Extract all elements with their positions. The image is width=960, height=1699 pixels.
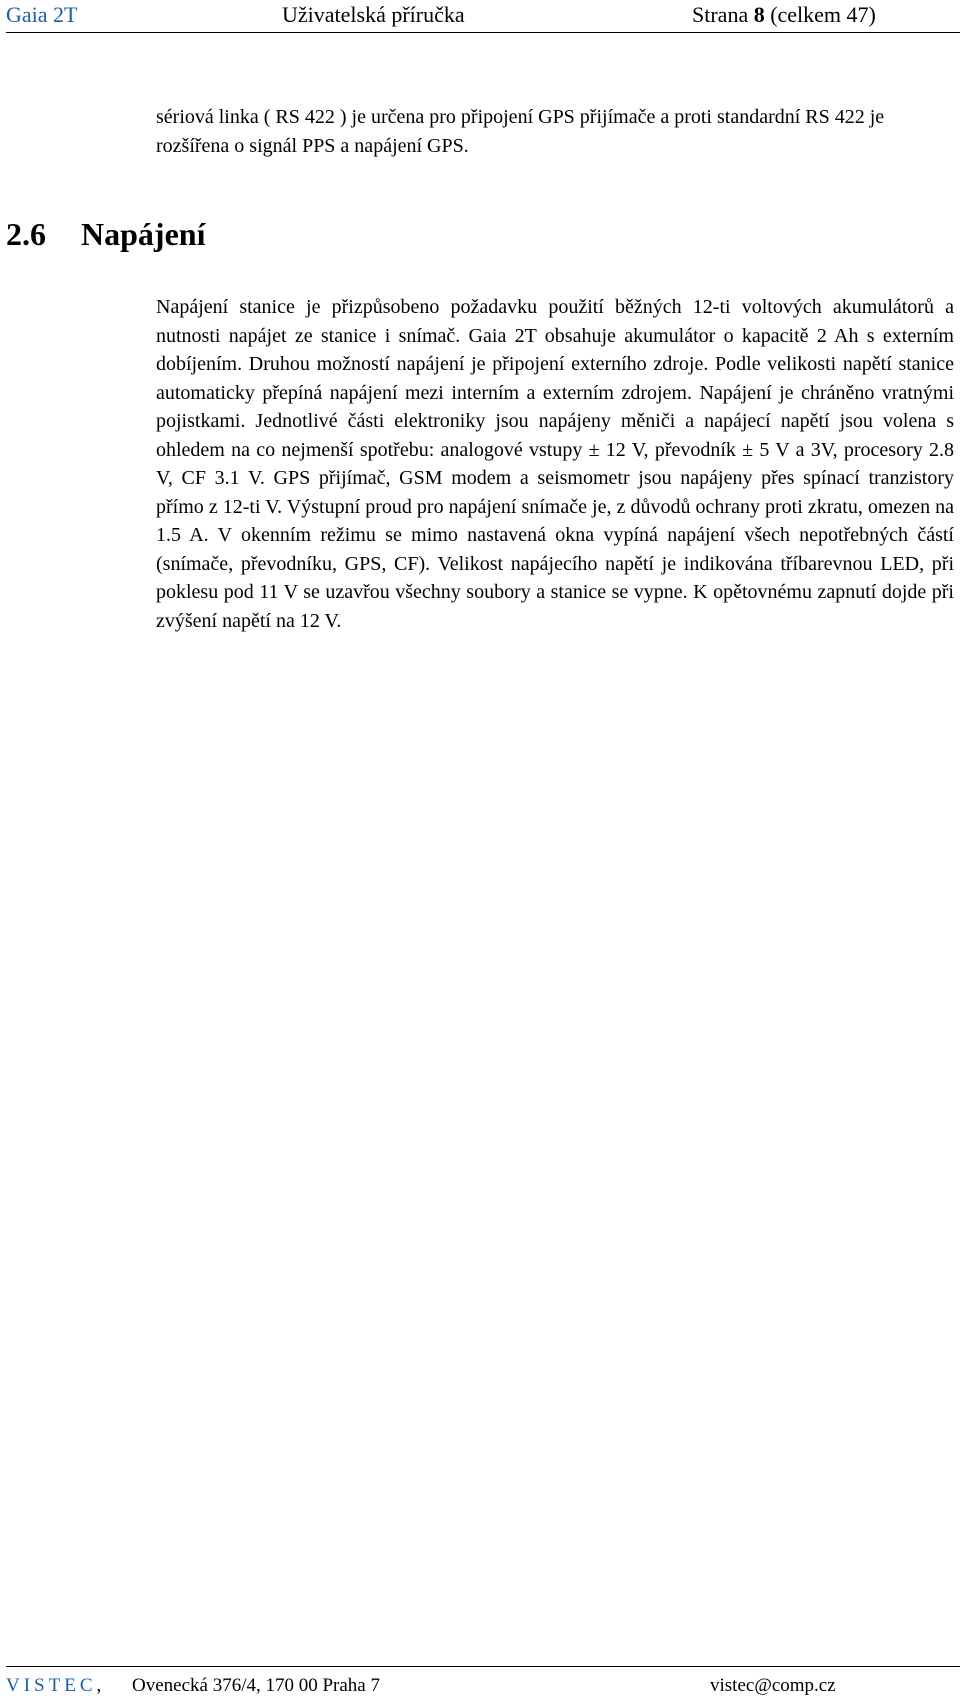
section-number: 2.6	[6, 216, 46, 252]
section-heading	[6, 216, 205, 253]
footer-separator: ,	[96, 1675, 102, 1696]
intro-paragraph: sériová linka ( RS 422 ) je určena pro připojení GPS přijímače a proti standardní RS 422 je rozšířena o signál PPS a napájení GPS.	[156, 106, 885, 157]
header-app-name: Gaia 2T	[6, 2, 78, 27]
header-page-prefix: Strana	[692, 2, 754, 27]
footer-company-name: VISTEC	[6, 1675, 97, 1696]
header-page-info	[692, 2, 876, 28]
footer-company	[6, 1675, 101, 1697]
header-page-suffix: (celkem 47)	[764, 2, 876, 27]
footer-address: Ovenecká 376/4, 170 00 Praha 7	[132, 1675, 380, 1696]
footer-email-link[interactable]: vistec@comp.cz	[710, 1675, 836, 1696]
section-title: Napájení	[81, 216, 206, 252]
main-paragraph: Napájení stanice je přizpůsobeno požadavku použití běžných 12-ti voltových akumulátorů a nutnosti napájet ze stanice i snímač. Gaia 2T obsahuje akumulátor o kapacitě 2 Ah s externím dobíjením. Druhou možností napájení je připojení externího zdroje. Podle velikosti napětí stanice automaticky přepíná napájení mezi interním a externím zdrojem. Napájení je chráněno vratnými pojistkami. Jednotlivé části elektroniky jsou napájeny měniči a napájecí napětí jsou volena s ohledem na co nejmenší spotřebu: analogové vstupy ± 12 V, převodník ± 5 V a 3V, procesory 2.8 V, CF 3.1 V. GPS přijímač, GSM modem a seismometr jsou napájeny přes spínací tranzistory přímo z 12-ti V. Výstupní proud pro napájení snímače je, z důvodů ochrany proti zkratu, omezen na 1.5 A. V okenním režimu se mimo nastavená okna vypíná napájení všech nepotřebných částí (snímače, převodníku, GPS, CF). Velikost napájecího napětí je indikována tříbarevnou LED, při poklesu pod 11 V se uzavřou všechny soubory a stanice se vypne. K opětovnému zapnutí dojde při zvýšení napětí na 12 V.	[156, 296, 954, 632]
header-doc-title: Uživatelská příručka	[282, 2, 465, 27]
page-header	[6, 0, 960, 33]
header-page-number: 8	[753, 2, 765, 27]
page-footer	[6, 1666, 960, 1699]
